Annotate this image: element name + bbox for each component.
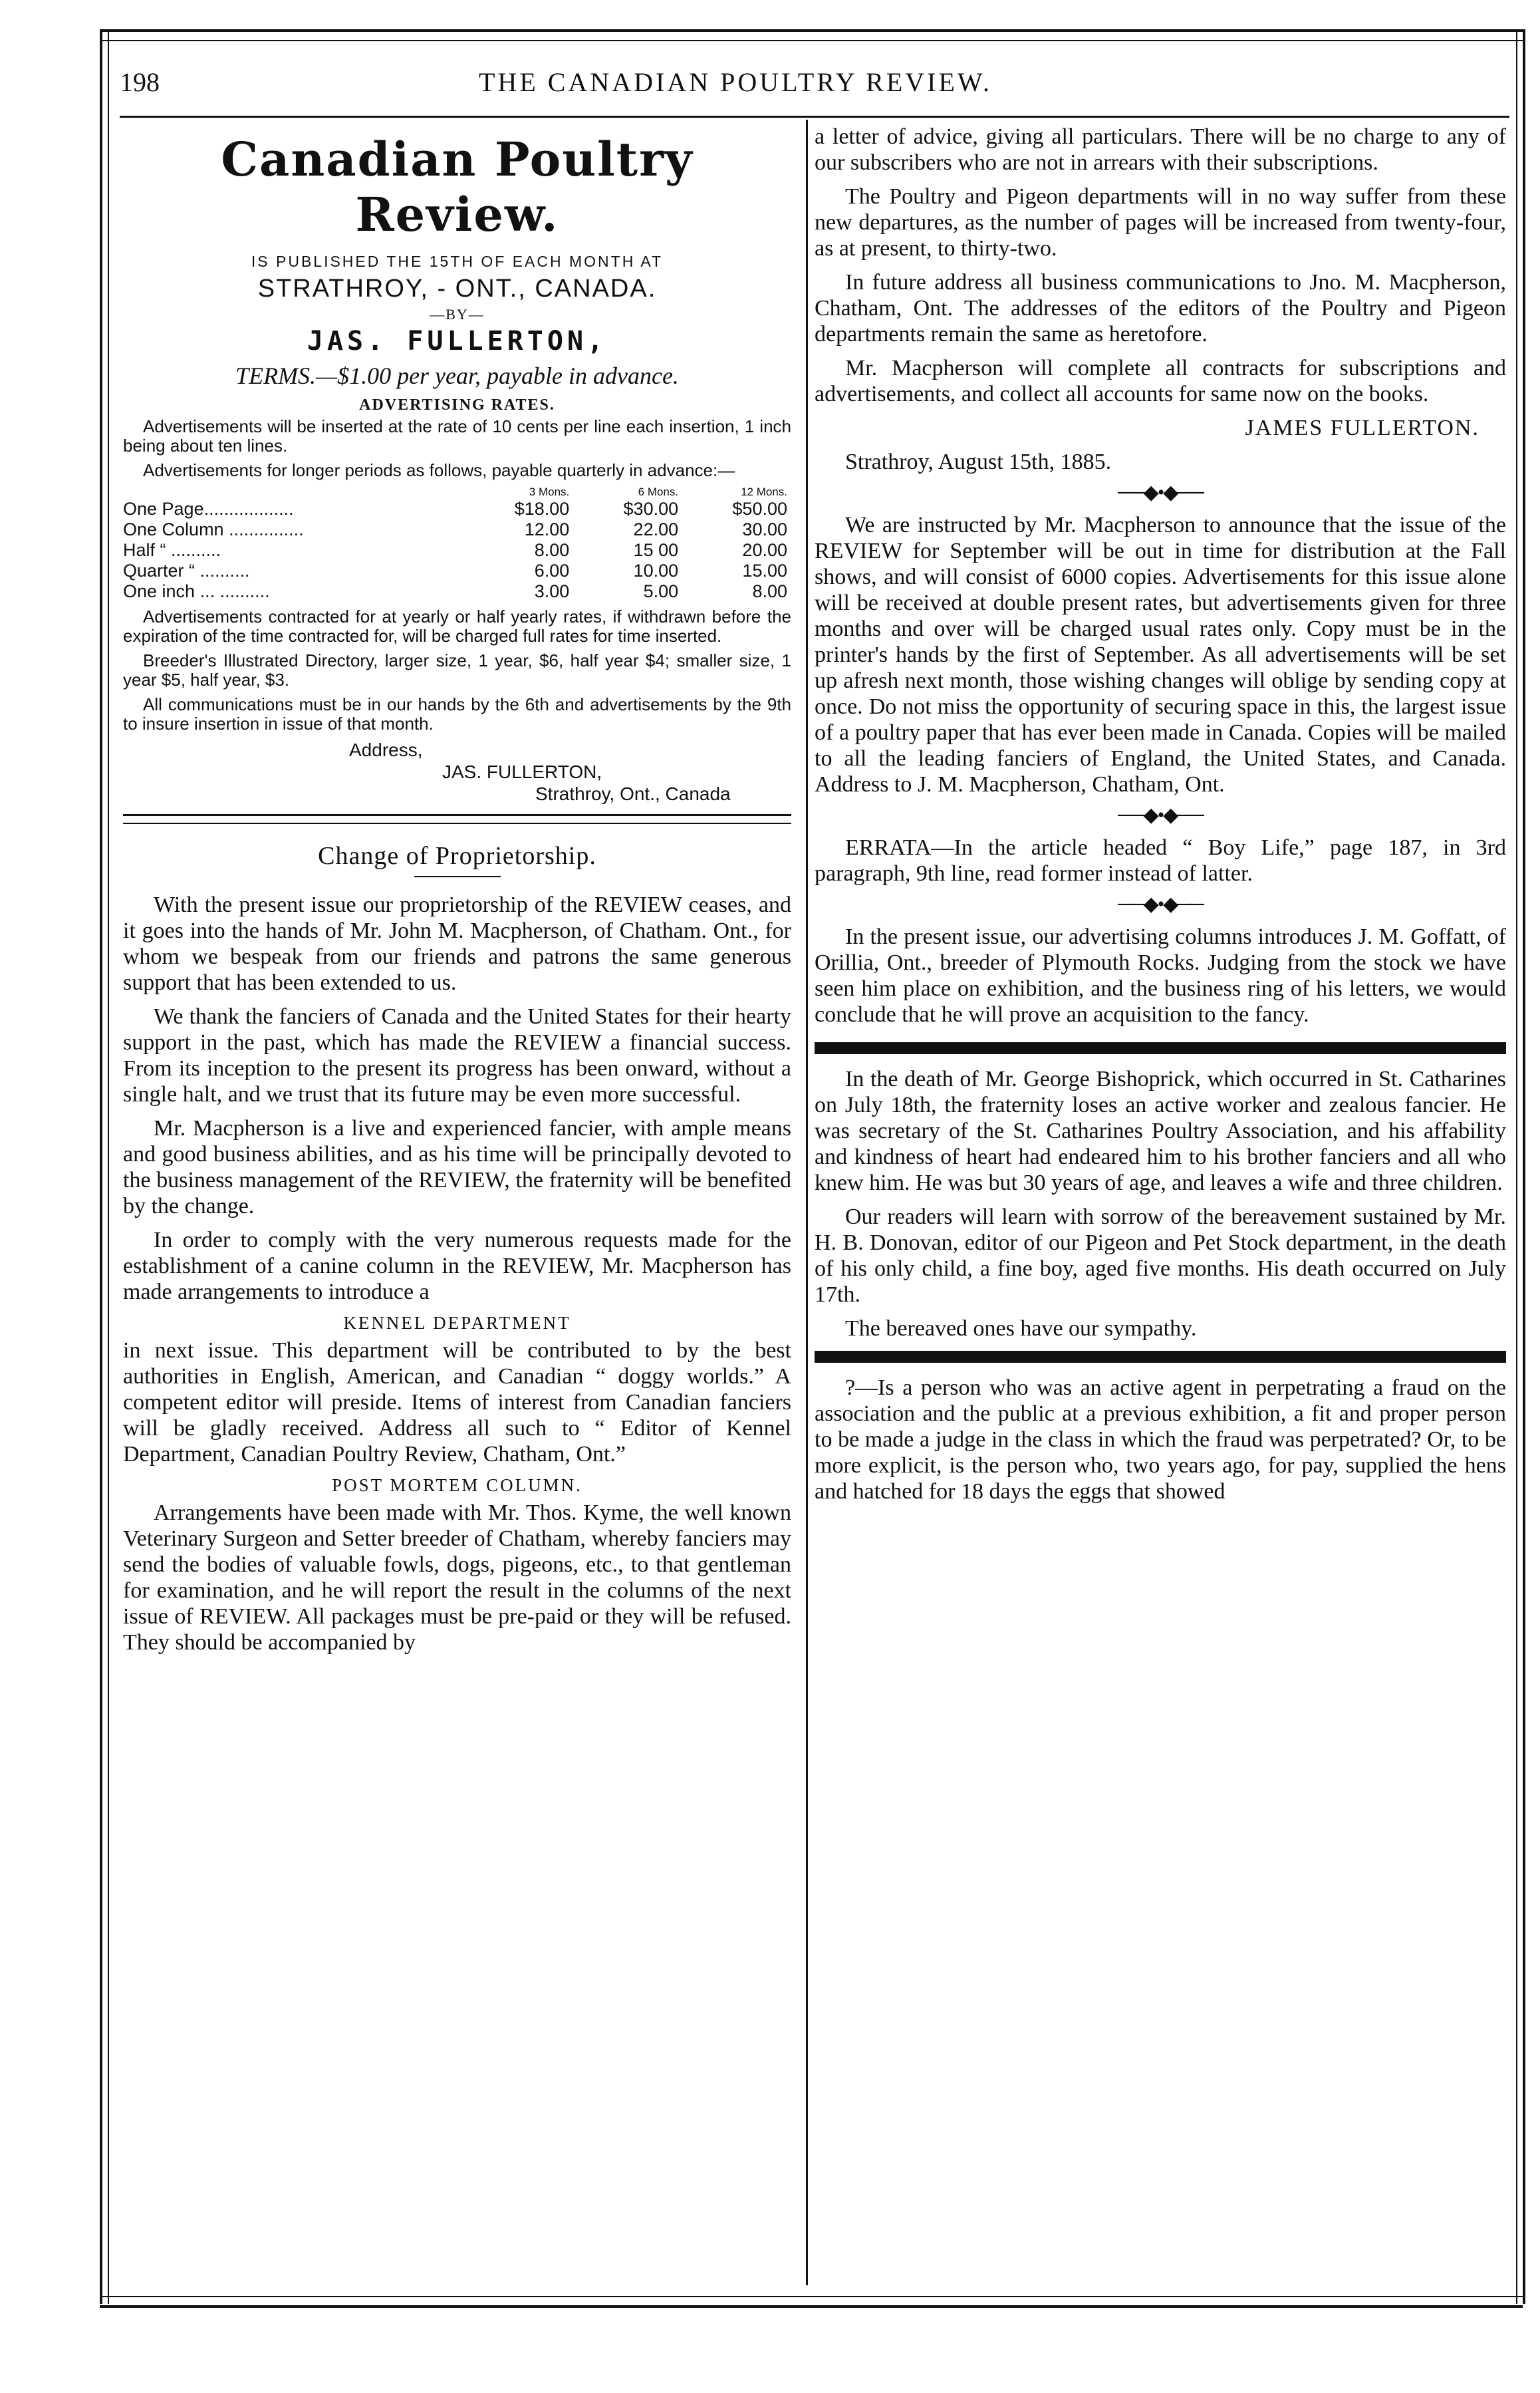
- advertising-paragraph: Advertisements will be inserted at the rate of 10 cents per line each insertion, 1 inch being about ten lines.: [123, 416, 791, 456]
- rates-cell: One inch ... ..........: [123, 581, 270, 601]
- rates-cell: Quarter “ ..........: [123, 561, 250, 581]
- section-divider: [123, 814, 791, 824]
- errata-paragraph: ERRATA—In the article headed “ Boy Life,” page 187, in 3rd paragraph, 9th line, read former instead of latter.: [815, 835, 1506, 886]
- rates-table: [123, 486, 791, 602]
- rates-cell: Half “ ..........: [123, 540, 221, 560]
- article-paragraph: We thank the fanciers of Canada and the United States for their hearty support in the past, which has made the REVIEW a financial success. From its inception to the present its progress has been onward, without a single halt, and we trust that its future may be even more successful.: [123, 1004, 791, 1107]
- post-mortem-heading: POST MORTEM COLUMN.: [332, 1475, 582, 1495]
- masthead-title: Canadian Poultry Review.: [221, 132, 694, 242]
- rates-cell: 30.00: [742, 519, 787, 539]
- signature-name: JAMES FULLERTON.: [1245, 416, 1479, 440]
- rates-cell: 15 00: [633, 540, 679, 560]
- rates-column-header: 12 Mons.: [741, 486, 787, 498]
- signature-place: Strathroy, August 15th, 1885.: [845, 450, 1112, 474]
- address-label: Address,: [349, 740, 423, 760]
- masthead-place: STRATHROY, - ONT., CANADA.: [257, 275, 657, 303]
- address-name: JAS. FULLERTON,: [442, 762, 602, 782]
- left-column: [123, 124, 791, 1663]
- advertising-paragraph: Breeder's Illustrated Directory, larger size, 1 year, $6, half year $4; smaller size, 1 year $5, half year, $3.: [123, 650, 791, 690]
- rates-cell: 5.00: [643, 581, 679, 601]
- article-title: Change of Proprietorship.: [318, 842, 596, 870]
- rates-cell: $18.00: [514, 499, 570, 519]
- article-paragraph: We are instructed by Mr. Macpherson to announce that the issue of the REVIEW for September will be out in time for distribution at the Fall shows, and will consist of 6000 copies. Advertisements for this issue alone will be received at double present rates, but advertisements given for three months and over will be charged usual rates only. Copy must be in the printer's hands by the first of September. As all advertisements will be set up afresh next month, those wishing changes will oblige by sending copy at once. Do not miss the opportunity of securing space in this, the largest issue of a poultry paper that has ever been made in Canada. Copies will be mailed to all the leading fanciers of England, the United States, and Canada. Address to J. M. Macpherson, Chatham, Ont.: [815, 513, 1506, 797]
- table-row: [123, 499, 791, 519]
- article-paragraph: In order to comply with the very numerous requests made for the establishment of a canine column in the REVIEW, Mr. Macpherson has made arrangements to introduce a: [123, 1228, 791, 1304]
- top-border-rule: [100, 29, 1523, 41]
- title-underline: [414, 876, 501, 877]
- article-paragraph: The bereaved ones have our sympathy.: [845, 1316, 1197, 1341]
- rates-cell: 10.00: [633, 561, 679, 581]
- masthead-by: —BY—: [430, 306, 485, 323]
- ornament-divider: ──◆•◆──: [1118, 804, 1203, 826]
- rates-cell: 6.00: [534, 561, 570, 581]
- table-row: [123, 540, 791, 561]
- ornament-divider: ──◆•◆──: [1118, 482, 1203, 503]
- rates-header-row: [123, 486, 791, 499]
- rates-column-header: [123, 486, 464, 499]
- advertising-paragraph: Advertisements for longer periods as follows, payable quarterly in advance:—: [143, 460, 735, 480]
- article-paragraph: The Poultry and Pigeon departments will in no way suffer from these new departures, as the number of pages will be increased from twenty-four, as at present, to thirty-two.: [815, 184, 1506, 261]
- thick-divider: [815, 1351, 1506, 1363]
- table-row: [123, 519, 791, 540]
- article-paragraph: in next issue. This department will be contributed to by the best authorities in English, American, and Canadian “ doggy worlds.” A competent editor will preside. Items of interest from Canadian fanciers will be gladly received. Address all such to “ Editor of Kennel Department, Canadian Poultry Review, Chatham, Ont.”: [123, 1338, 791, 1467]
- ornament-divider: ──◆•◆──: [1118, 893, 1203, 915]
- rates-column-header: 3 Mons.: [529, 486, 570, 498]
- kennel-department-heading: KENNEL DEPARTMENT: [343, 1313, 571, 1333]
- article-paragraph: In the present issue, our advertising columns introduces J. M. Goffatt, of Orillia, Ont., breeder of Plymouth Rocks. Judging from the stock we have seen him place on exhibition, and the business ring of his letters, we would conclude that he will prove an acquisition to the fancy.: [815, 924, 1506, 1027]
- rates-column-header: 6 Mons.: [638, 486, 679, 498]
- masthead-publisher: JAS. FULLERTON,: [307, 326, 608, 356]
- article-paragraph: Mr. Macpherson is a live and experienced fancier, with ample means and good business abilities, and as his time will be principally devoted to the business management of the REVIEW, the fraternity will be benefited by the change.: [123, 1116, 791, 1218]
- article-paragraph: a letter of advice, giving all particulars. There will be no charge to any of our subscribers who are not in arrears with their subscriptions.: [815, 124, 1506, 175]
- address-place: Strathroy, Ont., Canada: [535, 783, 731, 804]
- thick-divider: [815, 1042, 1506, 1054]
- rates-cell: $30.00: [623, 499, 679, 519]
- rates-cell: 22.00: [633, 519, 679, 539]
- right-column: [815, 124, 1506, 1512]
- right-border-rule: [1516, 29, 1525, 2304]
- rates-cell: 20.00: [742, 540, 787, 560]
- article-paragraph: With the present issue our proprietorship of the REVIEW ceases, and it goes into the hands of Mr. John M. Macpherson, of Chatham. Ont., for whom we bespeak from our friends and patrons the same generous support that has been extended to us.: [123, 893, 791, 995]
- article-paragraph: Our readers will learn with sorrow of the bereavement sustained by Mr. H. B. Donovan, editor of our Pigeon and Pet Stock department, in the death of his only child, a fine boy, aged five months. His death occurred on July 17th.: [815, 1204, 1506, 1307]
- masthead-terms: TERMS.—$1.00 per year, payable in advance.: [235, 362, 679, 389]
- rates-cell: 12.00: [524, 519, 570, 539]
- table-row: [123, 581, 791, 602]
- rates-cell: $50.00: [732, 499, 787, 519]
- article-paragraph: ?—Is a person who was an active agent in perpetrating a fraud on the association and the public at a previous exhibition, a fit and proper person to be made a judge in the class in which the fraud was perpetrated? Or, to be more explicit, is the person who, two years ago, for pay, supplied the hens and hatched for 18 days the eggs that showed: [815, 1375, 1506, 1504]
- rates-cell: 15.00: [742, 561, 787, 581]
- advertising-heading: ADVERTISING RATES.: [359, 396, 555, 414]
- article-paragraph: In future address all business communications to Jno. M. Macpherson, Chatham, Ont. The addresses of the editors of the Poultry and Pigeon departments remain the same as heretofore.: [815, 270, 1506, 347]
- column-divider: [806, 120, 808, 2285]
- rates-cell: 8.00: [534, 540, 570, 560]
- article-paragraph: Mr. Macpherson will complete all contracts for subscriptions and advertisements, and collect all accounts for same now on the books.: [815, 356, 1506, 406]
- rates-cell: One Column ...............: [123, 519, 304, 539]
- rates-cell: 8.00: [752, 581, 787, 601]
- running-title: THE CANADIAN POULTRY REVIEW.: [479, 67, 992, 97]
- rates-cell: One Page..................: [123, 499, 294, 519]
- rates-cell: 3.00: [534, 581, 570, 601]
- article-paragraph: In the death of Mr. George Bishoprick, which occurred in St. Catharines on July 18th, the fraternity loses an active worker and zealous fancier. He was secretary of the St. Catharines Poultry Association, and his affability and kindness of heart had endeared him to his brother fanciers and all who knew him. He was but 30 years of age, and leaves a wife and three children.: [815, 1067, 1506, 1195]
- table-row: [123, 561, 791, 581]
- advertising-paragraph: Advertisements contracted for at yearly or half yearly rates, if withdrawn before the expiration of the time contracted for, will be charged full rates for time inserted.: [123, 607, 791, 646]
- article-paragraph: Arrangements have been made with Mr. Thos. Kyme, the well known Veterinary Surgeon and Setter breeder of Chatham, whereby fanciers may send the bodies of valuable fowls, dogs, pigeons, etc., to that gentleman for examination, and he will report the result in the columns of the next issue of REVIEW. All packages must be pre-paid or they will be refused. They should be accompanied by: [123, 1500, 791, 1655]
- header-rule: [120, 116, 1509, 118]
- running-head: [120, 67, 1503, 113]
- bottom-border-rule: [100, 2296, 1523, 2308]
- page-number: 198: [120, 67, 160, 97]
- advertising-paragraph: All communications must be in our hands by the 6th and advertisements by the 9th to insure insertion in issue of that month.: [123, 694, 791, 734]
- masthead-issued: IS PUBLISHED THE 15TH OF EACH MONTH AT: [251, 253, 664, 270]
- left-border-rule: [100, 29, 109, 2304]
